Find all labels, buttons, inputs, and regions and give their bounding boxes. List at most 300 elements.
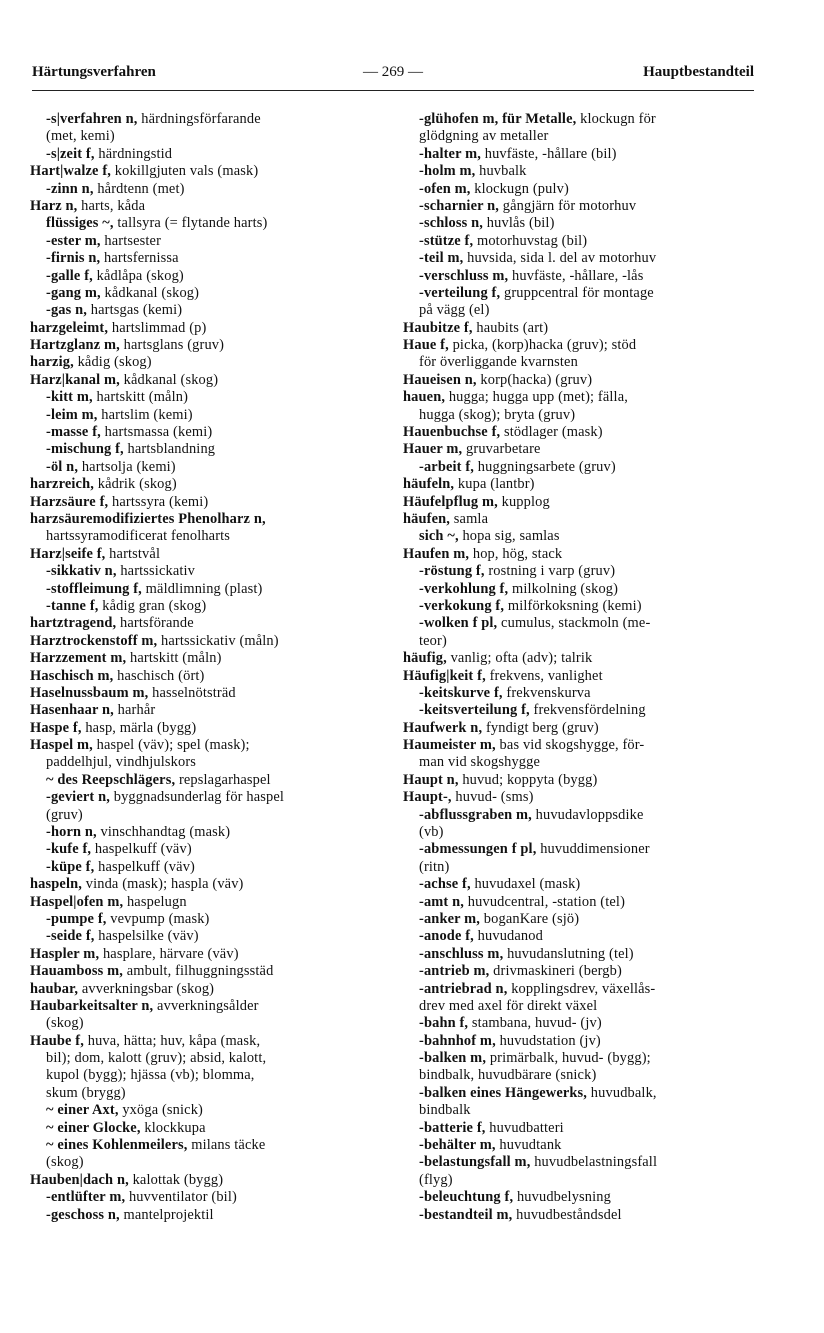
dictionary-line — [30, 824, 382, 841]
dictionary-line — [403, 181, 755, 198]
headword: -verkohlung f, — [419, 580, 509, 597]
translation: byggnadsunderlag för haspel — [109, 789, 285, 806]
translation: hugga (skog); bryta (gruv) — [419, 406, 576, 423]
translation: hartssyramodificerat fenolharts — [46, 528, 231, 545]
translation: kopplingsdrev, växellås- — [507, 980, 656, 997]
dictionary-line — [30, 772, 382, 789]
translation: hartssickativ (måln) — [157, 632, 279, 649]
dictionary-line — [403, 111, 755, 128]
dictionary-line — [30, 511, 382, 528]
dictionary-line — [30, 859, 382, 876]
translation: hartsfernissa — [100, 250, 179, 267]
dictionary-line — [403, 511, 755, 528]
headword: Harzsäure f, — [30, 493, 109, 510]
dictionary-line — [30, 459, 382, 476]
dictionary-line — [30, 198, 382, 215]
translation: kupplog — [497, 493, 550, 510]
translation: picka, (korp)hacka (gruv); stöd — [448, 337, 637, 354]
headword: -keitskurve f, — [419, 684, 503, 701]
dictionary-line — [403, 337, 755, 354]
dictionary-line — [30, 581, 382, 598]
dictionary-line — [403, 320, 755, 337]
headword: -beleuchtung f, — [419, 1189, 514, 1206]
translation: klockugn för — [576, 111, 656, 127]
dictionary-line — [30, 1137, 382, 1154]
headword: -batterie f, — [419, 1119, 486, 1136]
translation: drev med axel för direkt växel — [419, 997, 598, 1014]
translation: milförkoksning (kemi) — [504, 597, 642, 614]
translation: paddelhjul, vindhjulskors — [46, 754, 197, 771]
translation: haspelsilke (väv) — [94, 928, 199, 945]
dictionary-line — [30, 372, 382, 389]
dictionary-line — [403, 424, 755, 441]
translation: huvudbatteri — [485, 1119, 564, 1136]
dictionary-line — [30, 668, 382, 685]
translation: gruppcentral för montage — [500, 284, 654, 301]
headword: -masse f, — [46, 424, 101, 441]
dictionary-line — [30, 789, 382, 806]
headword: -ester m, — [46, 232, 101, 249]
headword: -halter m, — [419, 145, 481, 162]
dictionary-line — [30, 615, 382, 632]
dictionary-line — [30, 1085, 382, 1102]
headword: Haupt-, — [403, 789, 452, 806]
headword: Haselnussbaum m, — [30, 684, 149, 701]
headword: -antrieb m, — [419, 963, 490, 980]
headword: harzreich, — [30, 476, 94, 493]
translation: haspel (väv); spel (mask); — [92, 737, 250, 754]
translation: drivmaskineri (bergb) — [489, 963, 622, 980]
translation: cumulus, stackmoln (me- — [497, 615, 651, 632]
translation: glödgning av metaller — [419, 128, 549, 145]
headword: Haubitze f, — [403, 319, 473, 336]
translation: hartskitt (måln) — [92, 389, 189, 406]
headword: flüssiges ~, — [46, 215, 114, 232]
translation: gruvarbetare — [462, 441, 541, 458]
translation: hugga; hugga upp (met); fälla, — [445, 389, 628, 406]
translation: hartssickativ — [116, 563, 196, 580]
headword: -amt n, — [419, 893, 465, 910]
dictionary-line — [30, 1207, 382, 1224]
translation: gångjärn för motorhuv — [499, 197, 637, 214]
dictionary-line — [403, 302, 755, 319]
translation: hartsester — [100, 232, 162, 249]
dictionary-line — [30, 163, 382, 180]
dictionary-line — [30, 546, 382, 563]
headword: Haubarkeitsalter n, — [30, 997, 154, 1014]
translation: haubits (art) — [472, 319, 549, 336]
dictionary-line — [403, 198, 755, 215]
headword: -horn n, — [46, 824, 97, 841]
header-first-entry: Härtungsverfahren — [32, 64, 156, 80]
headword: -röstung f, — [419, 563, 485, 580]
dictionary-line — [403, 789, 755, 806]
dictionary-line — [30, 737, 382, 754]
translation: haspelugn — [123, 893, 187, 910]
translation: kådkanal (skog) — [100, 284, 200, 301]
dictionary-line — [403, 841, 755, 858]
dictionary-line — [30, 441, 382, 458]
translation: kalottak (bygg) — [128, 1171, 224, 1188]
dictionary-line — [30, 1172, 382, 1189]
dictionary-line — [403, 215, 755, 232]
translation: hartskitt (måln) — [126, 650, 222, 667]
translation: huvudbelastningsfall — [530, 1154, 658, 1171]
translation: huvudbelysning — [513, 1189, 611, 1206]
dictionary-line — [30, 424, 382, 441]
translation: kupa (lantbr) — [454, 476, 535, 493]
dictionary-line — [403, 494, 755, 511]
dictionary-line — [403, 268, 755, 285]
translation: (met, kemi) — [46, 128, 115, 145]
headword: -scharnier n, — [419, 197, 500, 214]
dictionary-line — [30, 1050, 382, 1067]
dictionary-line — [403, 1154, 755, 1171]
headword: -entlüfter m, — [46, 1189, 126, 1206]
headword: -anode f, — [419, 928, 474, 945]
translation: huvuddimensioner — [536, 841, 650, 858]
headword: -gas n, — [46, 302, 88, 319]
headword: -s|zeit f, — [46, 145, 95, 162]
dictionary-line — [403, 546, 755, 563]
dictionary-line — [30, 146, 382, 163]
dictionary-line — [403, 128, 755, 145]
translation: (ritn) — [419, 858, 450, 875]
right-column — [403, 111, 755, 1224]
headword: haubar, — [30, 980, 79, 997]
translation: hopa sig, samlas — [458, 528, 560, 545]
translation: motorhuvstag (bil) — [473, 232, 588, 249]
dictionary-line — [30, 894, 382, 911]
translation: hårdtenn (met) — [93, 180, 185, 197]
headword: -anschluss m, — [419, 945, 504, 962]
headword: Hasenhaar n, — [30, 702, 114, 719]
translation: vanlig; ofta (adv); talrik — [446, 650, 593, 667]
dictionary-line — [403, 876, 755, 893]
translation: huvsida, sida l. del av motorhuv — [463, 250, 657, 267]
translation: bas vid skogshygge, för- — [495, 737, 645, 754]
dictionary-line — [403, 1172, 755, 1189]
translation: huvudtank — [495, 1137, 562, 1154]
translation: huva, hätta; huv, kåpa (mask, — [83, 1032, 261, 1049]
dictionary-line — [403, 702, 755, 719]
translation: hartssyra (kemi) — [108, 493, 209, 510]
translation: boganKare (sjö) — [480, 910, 580, 927]
dictionary-line — [403, 528, 755, 545]
dictionary-line — [30, 528, 382, 545]
translation: huvfäste, -hållare (bil) — [480, 145, 617, 162]
headword: -leim m, — [46, 406, 98, 423]
dictionary-line — [403, 754, 755, 771]
header-last-entry: Hauptbestandteil — [643, 64, 754, 80]
dictionary-line — [30, 633, 382, 650]
translation: rostning i varp (gruv) — [484, 563, 616, 580]
dictionary-line — [403, 824, 755, 841]
dictionary-line — [30, 250, 382, 267]
dictionary-line — [30, 233, 382, 250]
translation: hartslim (kemi) — [97, 406, 193, 423]
headword: haspeln, — [30, 876, 82, 893]
translation: huvudanslutning (tel) — [503, 945, 634, 962]
translation: kådkanal (skog) — [119, 371, 219, 388]
translation: hop, hög, stack — [469, 545, 563, 562]
headword: harzig, — [30, 354, 74, 371]
dictionary-line — [403, 928, 755, 945]
translation: huvudanod — [473, 928, 543, 945]
headword: -balken m, — [419, 1050, 487, 1067]
headword: Haspel|ofen m, — [30, 893, 124, 910]
translation: frekvens, vanlighet — [485, 667, 603, 684]
translation: hartslimmad (p) — [108, 319, 207, 336]
translation: haspelkuff (väv) — [91, 841, 192, 858]
dictionary-line — [403, 650, 755, 667]
headword: -teil m, — [419, 250, 464, 267]
headword: -s|verfahren n, — [46, 111, 138, 127]
dictionary-line — [403, 598, 755, 615]
headword: ~ eines Kohlenmeilers, — [46, 1137, 188, 1154]
translation: hartsglans (gruv) — [119, 337, 225, 354]
translation: haspelkuff (väv) — [94, 858, 195, 875]
headword: -abmessungen f pl, — [419, 841, 537, 858]
translation: klockkupa — [140, 1119, 206, 1136]
dictionary-line — [403, 372, 755, 389]
dictionary-line — [30, 876, 382, 893]
translation: korp(hacka) (gruv) — [476, 371, 593, 388]
headword: Harz|seife f, — [30, 545, 106, 562]
translation: primärbalk, huvud- (bygg); — [486, 1050, 651, 1067]
dictionary-line — [30, 268, 382, 285]
headword: Haube f, — [30, 1032, 84, 1049]
translation: (skog) — [46, 1154, 84, 1171]
translation: ambult, filhuggningsstäd — [122, 963, 274, 980]
page-number: — 269 — — [363, 64, 423, 80]
dictionary-line — [403, 163, 755, 180]
translation: vinschhandtag (mask) — [96, 824, 231, 841]
translation: yxöga (snick) — [118, 1102, 204, 1119]
dictionary-line — [30, 650, 382, 667]
dictionary-line — [403, 633, 755, 650]
dictionary-line — [403, 1120, 755, 1137]
headword: -schloss n, — [419, 215, 484, 232]
headword: Haschisch m, — [30, 667, 114, 684]
translation: hartsolja (kemi) — [78, 458, 176, 475]
headword: Haueisen n, — [403, 371, 477, 388]
dictionary-line — [403, 859, 755, 876]
translation: tallsyra (= flytande harts) — [113, 215, 268, 232]
dictionary-line — [30, 1120, 382, 1137]
dictionary-line — [403, 894, 755, 911]
headword: Hauenbuchse f, — [403, 424, 501, 441]
headword: -bestandteil m, — [419, 1206, 513, 1223]
dictionary-line — [30, 928, 382, 945]
translation: huvbalk — [475, 163, 527, 180]
translation: vevpump (mask) — [106, 910, 210, 927]
headword: hauen, — [403, 389, 446, 406]
headword: -arbeit f, — [419, 458, 475, 475]
translation: huvudstation (jv) — [495, 1032, 601, 1049]
headword: Hauer m, — [403, 441, 463, 458]
translation: huvudaxel (mask) — [470, 876, 581, 893]
headword: Haue f, — [403, 337, 449, 354]
translation: hartsblandning — [123, 441, 216, 458]
dictionary-line — [30, 476, 382, 493]
dictionary-line — [30, 1102, 382, 1119]
headword: Harztrockenstoff m, — [30, 632, 158, 649]
translation: hasplare, härvare (väv) — [99, 945, 239, 962]
headword: -verteilung f, — [419, 284, 501, 301]
dictionary-line — [403, 389, 755, 406]
headword: Haupt n, — [403, 771, 459, 788]
dictionary-line — [403, 720, 755, 737]
headword: -tanne f, — [46, 597, 99, 614]
headword: -öl n, — [46, 458, 79, 475]
headword: harzgeleimt, — [30, 319, 109, 336]
headword: hartztragend, — [30, 615, 117, 632]
headword: -pumpe f, — [46, 910, 107, 927]
headword: -gang m, — [46, 284, 101, 301]
dictionary-line — [30, 598, 382, 615]
dictionary-line — [30, 1154, 382, 1171]
translation: stödlager (mask) — [500, 424, 603, 441]
headword: -abflussgraben m, — [419, 806, 532, 823]
headword: -stoffleimung f, — [46, 580, 142, 597]
translation: hasselnötsträd — [148, 684, 236, 701]
headword: -seide f, — [46, 928, 95, 945]
headword: -mischung f, — [46, 441, 124, 458]
translation: (skog) — [46, 1015, 84, 1032]
translation: avverkningsålder — [153, 997, 259, 1014]
translation: huvudcentral, -station (tel) — [464, 893, 626, 910]
headword: -behälter m, — [419, 1137, 496, 1154]
headword: -bahnhof m, — [419, 1032, 496, 1049]
headword: -holm m, — [419, 163, 476, 180]
translation: kokillgjuten vals (mask) — [111, 163, 259, 180]
headword: -keitsverteilung f, — [419, 702, 530, 719]
dictionary-line — [30, 981, 382, 998]
translation: kådig (skog) — [73, 354, 152, 371]
dictionary-line — [403, 668, 755, 685]
dictionary-line — [30, 807, 382, 824]
dictionary-line — [30, 337, 382, 354]
dictionary-line — [30, 181, 382, 198]
headword: -sikkativ n, — [46, 563, 117, 580]
dictionary-line — [30, 111, 382, 128]
headword: sich ~, — [419, 528, 459, 545]
headword: -zinn n, — [46, 180, 94, 197]
headword: -bahn f, — [419, 1015, 469, 1032]
translation: harts, kåda — [77, 197, 146, 214]
translation: frekvenskurva — [502, 684, 591, 701]
dictionary-line — [30, 128, 382, 145]
headword: -firnis n, — [46, 250, 101, 267]
running-header — [32, 64, 754, 86]
dictionary-line — [403, 250, 755, 267]
dictionary-line — [403, 285, 755, 302]
dictionary-line — [403, 998, 755, 1015]
headword: Harz|kanal m, — [30, 371, 120, 388]
dictionary-line — [403, 1102, 755, 1119]
headword: Hauamboss m, — [30, 963, 123, 980]
dictionary-line — [30, 563, 382, 580]
dictionary-line — [403, 807, 755, 824]
dictionary-line — [403, 981, 755, 998]
headword: -ofen m, — [419, 180, 471, 197]
dictionary-line — [403, 1033, 755, 1050]
translation: kådrik (skog) — [93, 476, 177, 493]
headword: Haufen m, — [403, 545, 470, 562]
dictionary-line — [403, 459, 755, 476]
headword: -geschoss n, — [46, 1206, 120, 1223]
headword: -galle f, — [46, 267, 93, 284]
translation: repslagarhaspel — [175, 771, 271, 788]
dictionary-line — [403, 354, 755, 371]
headword: -belastungsfall m, — [419, 1154, 531, 1171]
translation: bindbalk — [419, 1102, 471, 1119]
headword: -balken eines Hängewerks, — [419, 1084, 588, 1101]
translation: (vb) — [419, 824, 444, 841]
translation: hartsgas (kemi) — [87, 302, 183, 319]
header-rule — [32, 90, 754, 91]
headword: häufig, — [403, 650, 447, 667]
dictionary-line — [30, 998, 382, 1015]
dictionary-line — [403, 963, 755, 980]
dictionary-line — [403, 407, 755, 424]
dictionary-line — [30, 1033, 382, 1050]
translation: huvfäste, -hållare, -lås — [508, 267, 644, 284]
dictionary-line — [403, 685, 755, 702]
dictionary-line — [30, 946, 382, 963]
translation: mäldlimning (plast) — [141, 580, 263, 597]
headword: -kitt m, — [46, 389, 93, 406]
dictionary-line — [30, 354, 382, 371]
translation: kådig gran (skog) — [98, 597, 207, 614]
dictionary-line — [403, 441, 755, 458]
headword: Haufwerk n, — [403, 719, 483, 736]
headword: -verkokung f, — [419, 597, 505, 614]
translation: huvudbeståndsdel — [512, 1206, 622, 1223]
headword: Häufelpflug m, — [403, 493, 498, 510]
translation: på vägg (el) — [419, 302, 490, 319]
dictionary-line — [403, 1050, 755, 1067]
headword: -verschluss m, — [419, 267, 509, 284]
dictionary-line — [403, 581, 755, 598]
dictionary-line — [403, 737, 755, 754]
headword: Harzzement m, — [30, 650, 127, 667]
translation: huvlås (bil) — [483, 215, 555, 232]
headword: -geviert n, — [46, 789, 110, 806]
translation: bindbalk, huvudbärare (snick) — [419, 1067, 597, 1084]
headword: Haspler m, — [30, 945, 100, 962]
headword: Hart|walze f, — [30, 163, 112, 180]
dictionary-line — [403, 146, 755, 163]
headword: Haspe f, — [30, 719, 82, 736]
headword: -antriebrad n, — [419, 980, 508, 997]
translation: huvudavloppsdike — [531, 806, 644, 823]
headword: häufen, — [403, 510, 451, 527]
dictionary-line — [30, 911, 382, 928]
dictionary-line — [403, 1085, 755, 1102]
translation: hartsmassa (kemi) — [100, 424, 213, 441]
dictionary-line — [30, 720, 382, 737]
dictionary-line — [403, 946, 755, 963]
translation: mantelprojektil — [119, 1206, 214, 1223]
dictionary-line — [30, 1015, 382, 1032]
dictionary-line — [30, 494, 382, 511]
translation: härdningsförfarande — [137, 111, 261, 127]
headword: -glühofen m, für Metalle, — [419, 111, 577, 127]
dictionary-line — [403, 1207, 755, 1224]
headword: Hauben|dach n, — [30, 1171, 129, 1188]
